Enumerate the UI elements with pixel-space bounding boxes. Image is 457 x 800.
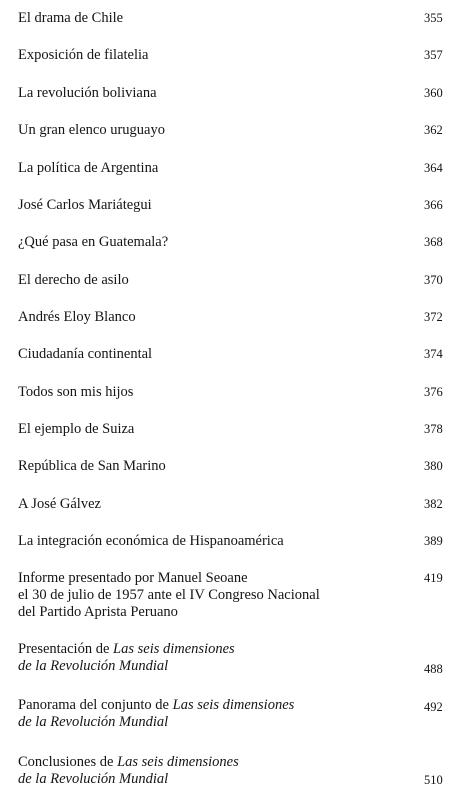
entry-title: [18, 641, 235, 675]
entry-title-line: [18, 641, 235, 658]
entry-title-line: [18, 697, 294, 714]
page-number: 389: [424, 534, 443, 548]
entry-title-text: Panorama del conjunto de: [18, 697, 173, 713]
entry-title-line: [18, 658, 235, 675]
entry-title: ¿Qué pasa en Guatemala?: [18, 234, 169, 250]
page-number: 488: [424, 662, 443, 676]
entry-title-text: Presentación de: [18, 641, 114, 657]
entry-title: La política de Argentina: [18, 160, 159, 176]
entry-title-italic: de la Revolución Mundial: [18, 658, 169, 674]
entry-title-line: el 30 de julio de 1957 ante el IV Congreso Nacional: [18, 587, 320, 603]
entry-title-line: Informe presentado por Manuel Seoane: [18, 570, 248, 586]
entry-title: El drama de Chile: [18, 10, 124, 26]
entry-title: Ciudadanía continental: [18, 346, 153, 362]
entry-title: Andrés Eloy Blanco: [18, 309, 136, 325]
entry-title: Exposición de filatelia: [18, 47, 149, 63]
entry-title-line: del Partido Aprista Peruano: [18, 604, 178, 620]
entry-title-italic: Las seis dimensiones: [172, 697, 295, 713]
entry-title-italic: Las seis dimensiones: [117, 754, 239, 770]
entry-title: José Carlos Mariátegui: [18, 197, 152, 213]
page-number: 419: [424, 571, 443, 585]
entry-title-italic: Las seis dimensiones: [113, 641, 235, 657]
page-number: 372: [424, 310, 443, 324]
page-number: 492: [424, 700, 443, 714]
entry-title: La revolución boliviana: [18, 85, 157, 101]
entry-title: Un gran elenco uruguayo: [18, 122, 165, 138]
entry-title: [18, 697, 294, 731]
page-number: 355: [424, 11, 443, 25]
entry-title-italic: de la Revolución Mundial: [18, 771, 169, 787]
page-number: 360: [424, 86, 443, 100]
page-number: 362: [424, 123, 443, 137]
entry-title: El derecho de asilo: [18, 272, 129, 288]
page-number: 380: [424, 459, 443, 473]
entry-title-line: [18, 771, 239, 788]
entry-title-italic: de la Revolución Mundial: [18, 714, 169, 730]
entry-title-line: [18, 754, 239, 771]
entry-title-text: Conclusiones de: [18, 754, 118, 770]
page-number: 510: [424, 773, 443, 787]
page-number: 376: [424, 385, 443, 399]
page-number: 378: [424, 422, 443, 436]
entry-title: El ejemplo de Suiza: [18, 421, 135, 437]
entry-title: A José Gálvez: [18, 496, 101, 512]
page-number: 366: [424, 198, 443, 212]
page-number: 357: [424, 48, 443, 62]
page-number: 374: [424, 347, 443, 361]
page-number: 368: [424, 235, 443, 249]
page-number: 370: [424, 273, 443, 287]
entry-title-line: [18, 714, 294, 731]
entry-title: La integración económica de Hispanoamérica: [18, 533, 284, 549]
entry-title: [18, 754, 239, 788]
page-number: 364: [424, 161, 443, 175]
entry-title: Todos son mis hijos: [18, 384, 134, 400]
entry-title: República de San Marino: [18, 458, 166, 474]
entry-title: [18, 570, 320, 621]
page-number: 382: [424, 497, 443, 511]
